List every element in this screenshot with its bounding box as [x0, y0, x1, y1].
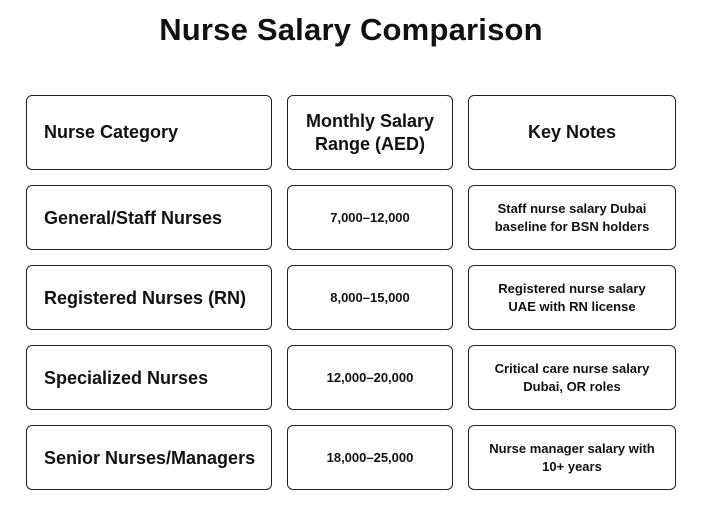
row-4-category: Senior Nurses/Managers — [44, 447, 256, 468]
row-3-range-cell — [287, 345, 453, 410]
row-1-range-cell — [287, 185, 453, 250]
row-1-category: General/Staff Nurses — [44, 207, 223, 228]
row-2-category: Registered Nurses (RN) — [44, 287, 247, 308]
row-3-note — [483, 360, 662, 396]
row-3-category: Specialized Nurses — [44, 367, 209, 388]
header-cell-notes — [468, 95, 676, 170]
row-3-range: 12,000–20,000 — [326, 370, 414, 385]
row-3-note-cell — [468, 345, 676, 410]
row-1-note-line1: Staff nurse salary Dubai — [497, 200, 647, 216]
row-4-range: 18,000–25,000 — [326, 450, 414, 465]
page-title: Nurse Salary Comparison — [159, 12, 543, 47]
row-3-category-cell — [26, 345, 272, 410]
header-range-line1: Monthly Salary — [305, 110, 435, 131]
header-cell-range — [287, 95, 453, 170]
row-4-note — [477, 440, 666, 476]
row-2-range-cell — [287, 265, 453, 330]
row-2-note-line1: Registered nurse salary — [498, 280, 646, 296]
row-2-range: 8,000–15,000 — [330, 290, 410, 305]
row-3-note-line1: Critical care nurse salary — [494, 360, 650, 376]
row-2-note-cell — [468, 265, 676, 330]
header-range-line2: Range (AED) — [314, 133, 425, 154]
row-3-note-line2: Dubai, OR roles — [523, 378, 621, 394]
row-4-note-line1: Nurse manager salary with — [489, 440, 655, 456]
header-cell-category — [26, 95, 272, 170]
row-4-note-cell — [468, 425, 676, 490]
row-2-category-cell — [26, 265, 272, 330]
row-4-note-line2: 10+ years — [542, 458, 602, 474]
row-4-range-cell — [287, 425, 453, 490]
header-notes-label: Key Notes — [527, 122, 617, 142]
row-1-range: 7,000–12,000 — [330, 210, 410, 225]
row-1-note-line2: baseline for BSN holders — [494, 218, 650, 234]
row-4-category-cell — [26, 425, 272, 490]
row-1-category-cell — [26, 185, 272, 250]
header-category-label: Nurse Category — [44, 122, 179, 142]
header-range-label — [306, 110, 434, 156]
row-1-note-cell — [468, 185, 676, 250]
row-2-note-line2: UAE with RN license — [508, 298, 636, 314]
row-1-note — [483, 200, 662, 236]
row-2-note — [486, 280, 657, 316]
